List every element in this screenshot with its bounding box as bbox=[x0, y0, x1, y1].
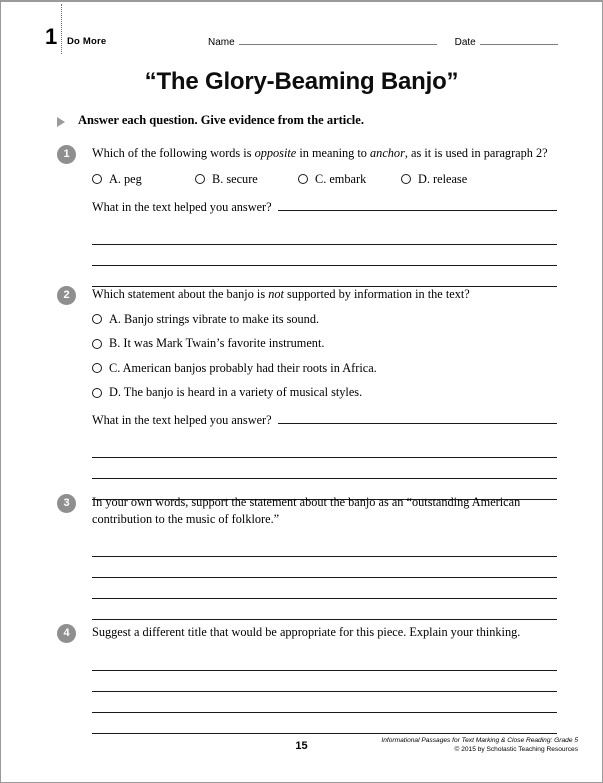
answer-option-d[interactable] bbox=[401, 172, 504, 187]
answer-option-label: A. Banjo strings vibrate to make its sound. bbox=[109, 311, 320, 326]
directions bbox=[57, 113, 364, 128]
question-2 bbox=[57, 286, 557, 500]
writing-line[interactable] bbox=[92, 245, 557, 266]
radio-bubble-icon[interactable] bbox=[92, 388, 102, 398]
question-1 bbox=[57, 145, 557, 287]
date-input[interactable] bbox=[480, 35, 558, 45]
evidence-prompt-text: What in the text helped you answer? bbox=[92, 199, 272, 214]
writing-line[interactable] bbox=[92, 671, 557, 692]
evidence-answer-line[interactable] bbox=[278, 412, 557, 424]
question-prompt: In your own words, support the statement about the banjo as an “outstanding American contribution to the music of folklore.” bbox=[92, 495, 521, 526]
question-number-badge: 2 bbox=[57, 286, 76, 305]
answer-option-a[interactable] bbox=[92, 172, 195, 187]
answer-option-label: D. release bbox=[418, 171, 468, 186]
answer-option-label: C. embark bbox=[315, 171, 367, 186]
writing-line[interactable] bbox=[92, 692, 557, 713]
answer-option-b[interactable] bbox=[92, 336, 557, 351]
answer-option-a[interactable] bbox=[92, 312, 557, 327]
name-date-fields bbox=[208, 35, 558, 48]
folio-page-number: 15 bbox=[295, 740, 308, 752]
question-4 bbox=[57, 624, 557, 734]
unit-label: Do More bbox=[67, 36, 107, 47]
writing-lines bbox=[92, 437, 557, 500]
page-header bbox=[1, 2, 602, 58]
triangle-right-icon bbox=[57, 117, 65, 127]
evidence-prompt-row bbox=[92, 199, 557, 215]
date-label: Date bbox=[454, 37, 476, 48]
radio-bubble-icon[interactable] bbox=[92, 314, 102, 324]
writing-line[interactable] bbox=[92, 536, 557, 557]
writing-line[interactable] bbox=[92, 578, 557, 599]
radio-bubble-icon[interactable] bbox=[92, 363, 102, 373]
answer-option-c[interactable] bbox=[298, 172, 401, 187]
answer-options bbox=[92, 172, 557, 187]
evidence-prompt-text: What in the text helped you answer? bbox=[92, 413, 272, 427]
answer-option-c[interactable] bbox=[92, 361, 557, 376]
answer-option-d[interactable] bbox=[92, 385, 557, 400]
writing-line[interactable] bbox=[92, 650, 557, 671]
evidence-answer-line[interactable] bbox=[278, 199, 557, 211]
radio-bubble-icon[interactable] bbox=[401, 174, 411, 184]
writing-line[interactable] bbox=[92, 458, 557, 479]
radio-bubble-icon[interactable] bbox=[298, 174, 308, 184]
writing-line[interactable] bbox=[92, 557, 557, 578]
radio-bubble-icon[interactable] bbox=[195, 174, 205, 184]
radio-bubble-icon[interactable] bbox=[92, 174, 102, 184]
evidence-prompt-row bbox=[92, 412, 557, 428]
question-body bbox=[92, 145, 557, 287]
writing-lines bbox=[92, 536, 557, 620]
unit-number: 1 bbox=[45, 24, 58, 49]
writing-line[interactable] bbox=[92, 437, 557, 458]
name-input[interactable] bbox=[239, 35, 437, 45]
page-footer bbox=[1, 736, 602, 768]
radio-bubble-icon[interactable] bbox=[92, 339, 102, 349]
answer-option-label: B. It was Mark Twain’s favorite instrument. bbox=[109, 336, 325, 350]
name-label: Name bbox=[208, 37, 235, 48]
question-number-badge: 3 bbox=[57, 494, 76, 513]
question-prompt: Which statement about the banjo is not supported by information in the text? bbox=[92, 287, 470, 301]
question-body bbox=[92, 624, 557, 734]
writing-line[interactable] bbox=[92, 224, 557, 245]
writing-lines bbox=[92, 224, 557, 287]
question-number-badge: 4 bbox=[57, 624, 76, 643]
answer-option-label: D. The banjo is heard in a variety of musical styles. bbox=[109, 385, 363, 399]
writing-line[interactable] bbox=[92, 266, 557, 287]
header-dotted-divider bbox=[61, 4, 62, 54]
page-title: “The Glory-Beaming Banjo” bbox=[144, 68, 459, 95]
credit-line-2: © 2015 by Scholastic Teaching Resources bbox=[454, 746, 578, 753]
question-3 bbox=[57, 494, 557, 620]
question-prompt: Which of the following words is opposite in meaning to anchor, as it is used in paragraph 2? bbox=[92, 146, 548, 160]
question-prompt: Suggest a different title that would be appropriate for this piece. Explain your thinking. bbox=[92, 625, 521, 639]
answer-option-label: A. peg bbox=[109, 171, 142, 186]
question-number-badge: 1 bbox=[57, 145, 76, 164]
answer-option-label: B. secure bbox=[212, 171, 258, 186]
writing-line[interactable] bbox=[92, 599, 557, 620]
directions-text: Answer each question. Give evidence from the article. bbox=[78, 113, 364, 127]
writing-line[interactable] bbox=[92, 713, 557, 734]
question-body bbox=[92, 286, 557, 500]
writing-lines bbox=[92, 650, 557, 734]
question-body bbox=[92, 494, 557, 620]
answer-option-label: C. American banjos probably had their roots in Africa. bbox=[109, 360, 377, 375]
copyright-credit bbox=[381, 736, 578, 754]
answer-options bbox=[92, 312, 557, 401]
answer-option-b[interactable] bbox=[195, 172, 298, 187]
credit-line-1: Informational Passages for Text Marking & Close Reading: Grade 5 bbox=[381, 737, 578, 744]
